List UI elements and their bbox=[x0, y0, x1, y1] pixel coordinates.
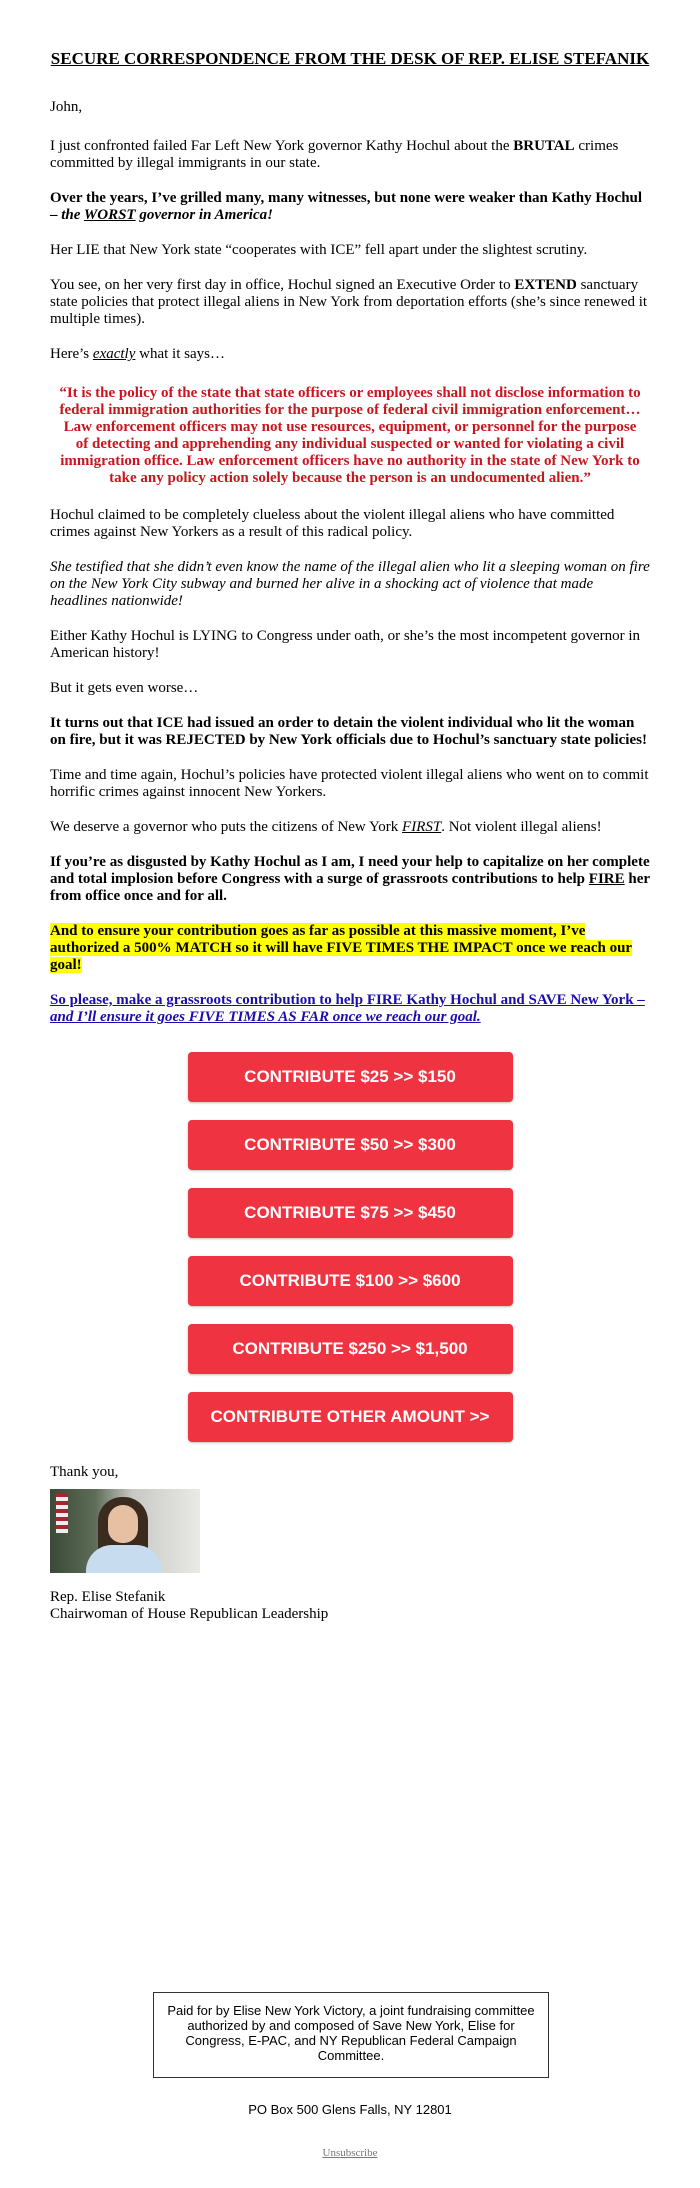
email-body bbox=[50, 48, 650, 1623]
paid-for-disclaimer: Paid for by Elise New York Victory, a joint fundraising committee authorized by and composed of Save New York, Elise for Congress, E-PAC, and NY Republican Federal Campaign Committee. bbox=[153, 1992, 549, 2078]
flag-graphic bbox=[56, 1493, 68, 1533]
photo-shirt bbox=[86, 1545, 162, 1573]
executive-order-quote: “It is the policy of the state that state officers or employees shall not disclose information to federal immigration authorities for the purpose of federal civil immigration enforcement… Law enforcement officers may not use resources, equipment, or personnel for the purpose of detecting and apprehending any individual suspected or wanted for violating a civil immigration office. Law enforcement officers have no authority in the state of New York to take any policy action solely because the person is an undocumented alien.” bbox=[59, 385, 641, 486]
paragraph-8: Either Kathy Hochul is LYING to Congress under oath, or she’s the most incompetent governor in American history! bbox=[50, 628, 641, 661]
contribute-50-button[interactable]: CONTRIBUTE $50 >> $300 bbox=[188, 1120, 513, 1170]
signature-role: Chairwoman of House Republican Leadership bbox=[50, 1606, 329, 1622]
paragraph-11: Time and time again, Hochul’s policies have protected violent illegal aliens who went on to commit horrific crimes against innocent New Yorkers. bbox=[50, 767, 649, 800]
paragraph-4: You see, on her very first day in office, Hochul signed an Executive Order to EXTEND sanctuary state policies that protect illegal aliens in New York from deportation efforts (she’s since renewed it multiple times). bbox=[50, 277, 648, 327]
match-paragraph bbox=[50, 923, 650, 974]
paragraph-10: It turns out that ICE had issued an order to detain the violent individual who lit the woman on fire, but it was REJECTED by New York officials due to Hochul’s sanctuary state policies! bbox=[50, 715, 647, 748]
contribution-buttons bbox=[50, 1052, 650, 1442]
greeting: John, bbox=[50, 99, 83, 115]
paragraph-1: I just confronted failed Far Left New York governor Kathy Hochul about the BRUTAL crimes committed by illegal immigrants in our state. bbox=[50, 138, 619, 171]
thank-you: Thank you, bbox=[50, 1464, 119, 1480]
unsubscribe-link[interactable]: Unsubscribe bbox=[322, 2147, 378, 2159]
paragraph-13: If you’re as disgusted by Kathy Hochul as I am, I need your help to capitalize on her complete and total implosion before Congress with a surge of grassroots contributions to help FIRE her from office once and for all. bbox=[50, 854, 650, 904]
paragraph-9: But it gets even worse… bbox=[50, 680, 199, 696]
contribute-link-text[interactable]: So please, make a grassroots contribution to help FIRE Kathy Hochul and SAVE New York – and I’ll ensure it goes FIVE TIMES AS FAR once we reach our goal. bbox=[50, 992, 645, 1025]
paragraph-5: Here’s exactly what it says… bbox=[50, 346, 225, 362]
contribute-link[interactable] bbox=[50, 992, 650, 1026]
contribute-100-button[interactable]: CONTRIBUTE $100 >> $600 bbox=[188, 1256, 513, 1306]
paragraph-6: Hochul claimed to be completely clueless about the violent illegal aliens who have committed crimes against New Yorkers as a result of this radical policy. bbox=[50, 507, 615, 540]
photo-face bbox=[108, 1505, 138, 1543]
stefanik-photo bbox=[50, 1489, 200, 1573]
paragraph-2: Over the years, I’ve grilled many, many witnesses, but none were weaker than Kathy Hochul – the WORST governor in America! bbox=[50, 190, 643, 223]
contribute-other-button[interactable]: CONTRIBUTE OTHER AMOUNT >> bbox=[188, 1392, 513, 1442]
paragraph-3: Her LIE that New York state “cooperates with ICE” fell apart under the slightest scrutiny. bbox=[50, 242, 588, 258]
contribute-250-button[interactable]: CONTRIBUTE $250 >> $1,500 bbox=[188, 1324, 513, 1374]
contribute-75-button[interactable]: CONTRIBUTE $75 >> $450 bbox=[188, 1188, 513, 1238]
signature-block bbox=[50, 1589, 650, 1623]
mailing-address: PO Box 500 Glens Falls, NY 12801 bbox=[248, 2102, 452, 2117]
paragraph-7: She testified that she didn’t even know the name of the illegal alien who lit a sleeping woman on fire on the New York City subway and burned her alive in a shocking act of violence that made headlines nationwide! bbox=[50, 559, 650, 609]
match-highlight: And to ensure your contribution goes as far as possible at this massive moment, I’ve authorized a 500% MATCH so it will have FIVE TIMES THE IMPACT once we reach our goal! bbox=[50, 923, 633, 973]
contribute-25-button[interactable]: CONTRIBUTE $25 >> $150 bbox=[188, 1052, 513, 1102]
signature-name: Rep. Elise Stefanik bbox=[50, 1589, 166, 1605]
email-title: SECURE CORRESPONDENCE FROM THE DESK OF REP. ELISE STEFANIK bbox=[50, 49, 650, 68]
paragraph-12: We deserve a governor who puts the citizens of New York FIRST. Not violent illegal aliens! bbox=[50, 819, 602, 835]
